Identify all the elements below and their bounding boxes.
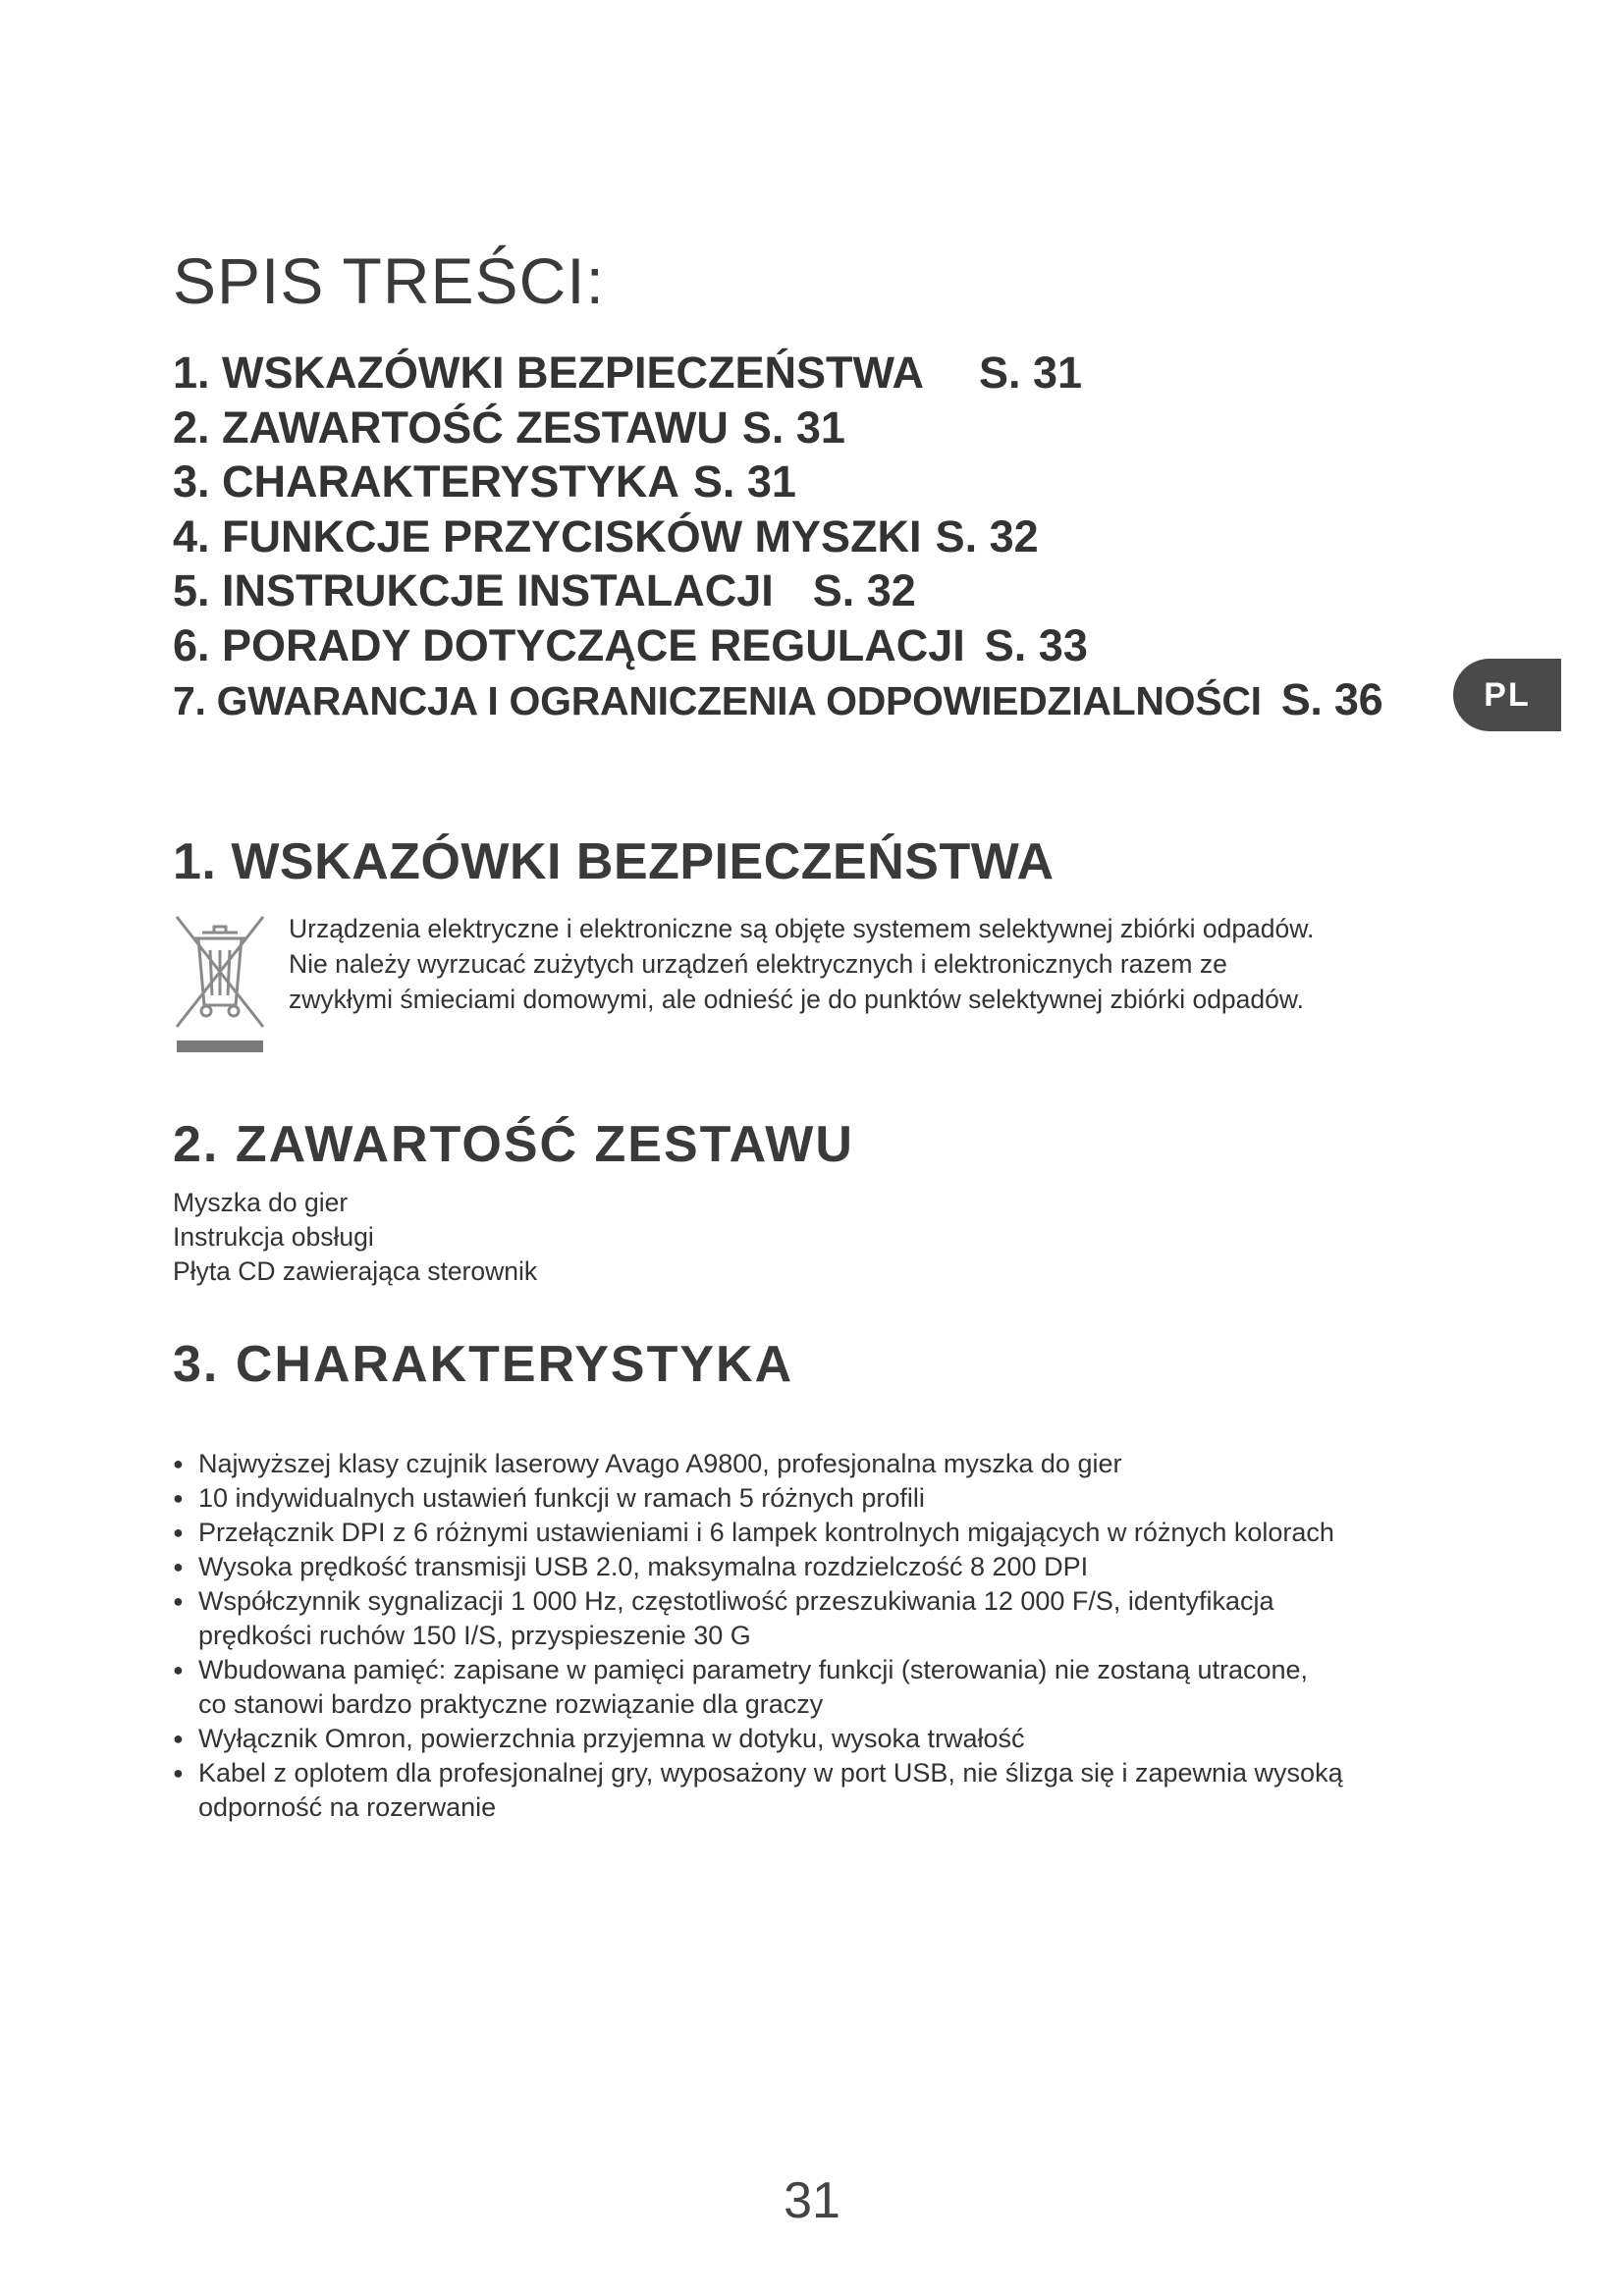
toc-entry-label: 7. GWARANCJA I OGRANICZENIA ODPOWIEDZIALNOŚCI	[173, 678, 1262, 723]
feature-line: odporność na rozerwanie	[198, 1792, 497, 1822]
toc-entry-page: S. 33	[984, 619, 1088, 670]
paragraph-line: zwykłymi śmieciami domowymi, ale odnieść je do punktów selektywnej zbiórki odpadów.	[289, 985, 1304, 1014]
feature-item	[173, 1584, 1489, 1653]
toc-entry-label: 4. FUNKCJE PRZYCISKÓW MYSZKI	[173, 510, 922, 561]
toc-entry-label: 1. WSKAZÓWKI BEZPIECZEŃSTWA	[173, 347, 924, 398]
toc-entry-page: S. 36	[1280, 674, 1383, 724]
feature-item	[173, 1722, 1489, 1756]
paragraph-line: Nie należy wyrzucać zużytych urządzeń elektrycznych i elektronicznych razem ze	[289, 949, 1227, 979]
feature-item	[173, 1447, 1489, 1481]
toc-entry-label: 3. CHARAKTERYSTYKA	[173, 456, 679, 507]
toc-entry-page: S. 31	[741, 401, 845, 453]
package-contents-list	[173, 1186, 537, 1289]
feature-item	[173, 1653, 1489, 1722]
feature-line: ● Wyłącznik Omron, powierzchnia przyjemna w dotyku, wysoka trwałość	[198, 1724, 1025, 1753]
section-heading-features: 3. CHARAKTERYSTYKA	[173, 1336, 794, 1393]
feature-line: ● Wbudowana pamięć: zapisane w pamięci parametry funkcji (sterowania) nie zostaną utracone,	[198, 1655, 1309, 1684]
toc-entry-page: S. 31	[692, 456, 796, 507]
feature-line: ● Współczynnik sygnalizacji 1 000 Hz, częstotliwość przeszukiwania 12 000 F/S, identyfikacja	[198, 1586, 1274, 1616]
table-of-contents	[173, 346, 1382, 727]
list-item: Instrukcja obsługi	[173, 1222, 374, 1252]
feature-item	[173, 1756, 1489, 1825]
list-item: Myszka do gier	[173, 1188, 349, 1217]
toc-entry-6[interactable]	[173, 618, 1382, 673]
toc-entry-2[interactable]	[173, 400, 1382, 455]
toc-entry-page: S. 31	[979, 347, 1083, 398]
toc-entry-7[interactable]	[173, 672, 1382, 727]
toc-entry-label: 2. ZAWARTOŚĆ ZESTAWU	[173, 401, 729, 453]
toc-entry-4[interactable]	[173, 509, 1382, 564]
toc-entry-3[interactable]	[173, 454, 1382, 509]
feature-line: co stanowi bardzo praktyczne rozwiązanie dla graczy	[198, 1689, 824, 1719]
safety-paragraph	[289, 911, 1467, 1017]
feature-item	[173, 1481, 1489, 1516]
section-heading-contents: 2. ZAWARTOŚĆ ZESTAWU	[173, 1116, 854, 1173]
features-list	[173, 1447, 1489, 1825]
feature-item	[173, 1550, 1489, 1584]
toc-entry-1[interactable]	[173, 346, 1382, 400]
feature-line: ● Kabel z oplotem dla profesjonalnej gry, wyposażony w port USB, nie ślizga się i zapewnia wysoką	[198, 1758, 1343, 1788]
page-number: 31	[784, 2172, 840, 2229]
feature-line: ● Wysoka prędkość transmisji USB 2.0, maksymalna rozdzielczość 8 200 DPI	[198, 1552, 1089, 1581]
weee-crossed-bin-icon	[173, 911, 267, 1058]
toc-entry-label: 6. PORADY DOTYCZĄCE REGULACJI	[173, 619, 965, 670]
language-tab: PL	[1453, 659, 1561, 731]
toc-entry-5[interactable]	[173, 563, 1382, 618]
toc-entry-page: S. 32	[935, 510, 1039, 561]
feature-line: prędkości ruchów 150 I/S, przyspieszenie 30 G	[198, 1621, 751, 1650]
paragraph-line: Urządzenia elektryczne i elektroniczne są objęte systemem selektywnej zbiórki odpadów.	[289, 914, 1315, 943]
page-title: SPIS TREŚCI:	[173, 244, 605, 317]
list-item: Płyta CD zawierająca sterownik	[173, 1256, 538, 1286]
feature-line: ● Najwyższej klasy czujnik laserowy Avago A9800, profesjonalna myszka do gier	[198, 1449, 1122, 1478]
feature-line: ● Przełącznik DPI z 6 różnymi ustawieniami i 6 lampek kontrolnych migających w różnych kolorach	[198, 1518, 1334, 1547]
section-heading-safety: 1. WSKAZÓWKI BEZPIECZEŃSTWA	[173, 833, 1055, 890]
toc-entry-page: S. 32	[812, 565, 916, 615]
toc-entry-label: 5. INSTRUKCJE INSTALACJI	[173, 565, 774, 615]
feature-line: ● 10 indywidualnych ustawień funkcji w ramach 5 różnych profili	[198, 1483, 925, 1513]
feature-item	[173, 1516, 1489, 1550]
